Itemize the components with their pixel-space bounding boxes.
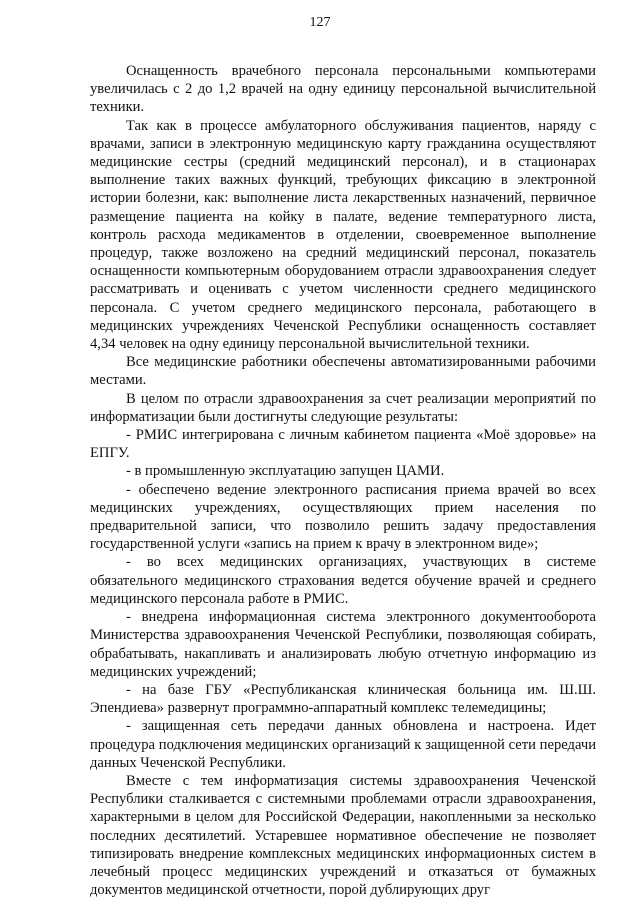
document-body: [90, 62, 596, 899]
paragraph-results-intro: В целом по отрасли здравоохранения за счет реализации мероприятий по информатизации были достигнуты следующие результаты:: [90, 390, 596, 425]
list-item-cami: - в промышленную эксплуатацию запущен ЦАМИ.: [126, 463, 445, 480]
paragraph-workstations: Все медицинские работники обеспечены автоматизированными рабочими местами.: [90, 354, 596, 389]
paragraph-systemic-problems: Вместе с тем информатизация системы здравоохранения Чеченской Республики сталкивается с системными проблемами отрасли здравоохранения, характерными в целом для Российской Федерации, накопленными за несколько последних десятилетий. Устаревшее нормативное обеспечение не позволяет типизировать внедрение комплексных медицинских информационных систем в лечебный процесс медицинских учреждений и отказаться от бумажных документов медицинской отчетности, порой дублирующих друг: [90, 772, 596, 899]
list-item-training: - во всех медицинских организациях, участвующих в системе обязательного медицинского страхования ведется обучение врачей и среднего медицинского персонала работе в РМИС.: [90, 554, 596, 607]
list-item-telemedicine: - на базе ГБУ «Республиканская клиническая больница им. Ш.Ш. Эпендиева» развернут программно-аппаратный комплекс телемедицины;: [90, 681, 596, 717]
paragraph-pc-equipment: Оснащенность врачебного персонала персональными компьютерами увеличилась с 2 до 1,2 врачей на одну единицу персональной вычислительной техники.: [90, 63, 596, 116]
list-item-document-flow: - внедрена информационная система электронного документооборота Министерства здравоохранения Чеченской Республики, позволяющая собирать, обрабатывать, накапливать и анализировать любую отчетную информацию из медицинских учреждений;: [90, 609, 596, 680]
list-item-secure-network: - защищенная сеть передачи данных обновлена и настроена. Идет процедура подключения медицинских организаций к защищенной сети передачи данных Чеченской Республики.: [90, 718, 596, 771]
list-item-schedule: - обеспечено ведение электронного расписания приема врачей во всех медицинских учреждениях, осуществляющих прием населения по предварительной записи, что позволило решить задачу предоставления государственной услуги «запись на прием к врачу в электронном виде»;: [90, 481, 596, 553]
list-item-rmis-integration: - РМИС интегрирована с личным кабинетом пациента «Моё здоровье» на ЕПГУ.: [90, 427, 596, 462]
paragraph-nursing-staff: Так как в процессе амбулаторного обслуживания пациентов, наряду с врачами, записи в электронную медицинскую карту гражданина осуществляют медицинские сестры (средний медицинский персонал), и в стационарах выполнение таких важных функций, требующих фиксацию в электронной истории болезни, как: выполнение листа лекарственных назначений, первичное размещение пациента на койку в палате, ведение температурного листа, контроль расхода медикаментов в отделении, своевременное выполнение процедур, также возложено на средний медицинский персонал, показатель оснащенности компьютерным оборудованием отрасли здравоохранения следует рассматривать и оценивать с учетом численности среднего медицинского персонала. С учетом среднего медицинского персонала, работающего в медицинских учреждениях Чеченской Республики оснащенность составляет 4,34 человек на одну единицу персональной вычислительной техники.: [90, 117, 596, 353]
page-number: 127: [309, 15, 331, 30]
